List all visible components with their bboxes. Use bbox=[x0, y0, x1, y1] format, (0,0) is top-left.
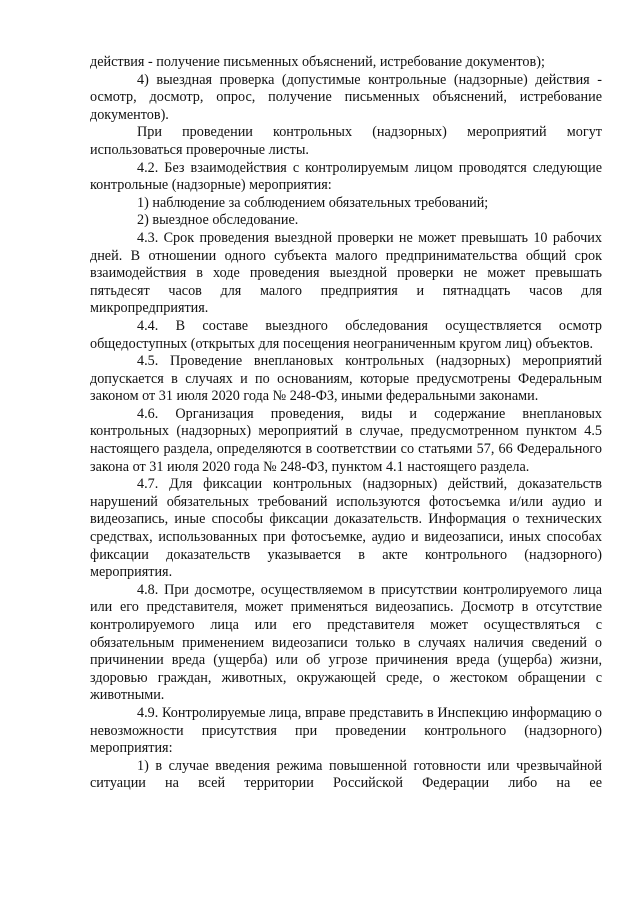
paragraph-12: 4.8. При досмотре, осуществляемом в присутствии контролируемого лица или его представителя, может применяться видеозапись. Досмотр в отсутствие контролируемого лица или его представителя может осуществляться с обязательным применением видеозаписи только в случаях наличия сведений о причинении вреда (ущерба) или об угрозе причинения вреда (ущерба) жизни, здоровью граждан, животных, окружающей среде, о жестоком обращении с животными. bbox=[90, 581, 602, 704]
paragraph-6: 2) выездное обследование. bbox=[137, 212, 299, 229]
paragraph-3: При проведении контрольных (надзорных) мероприятий могут использоваться проверочные листы. bbox=[90, 124, 602, 158]
paragraph-5: 1) наблюдение за соблюдением обязательных требований; bbox=[137, 194, 489, 211]
paragraph-8: 4.4. В составе выездного обследования осуществляется осмотр общедоступных (открытых для посещения неограниченным кругом лиц) объектов. bbox=[90, 317, 602, 352]
paragraph-1: действия - получение письменных объяснений, истребование документов); bbox=[90, 54, 545, 70]
paragraph-14: 1) в случае введения режима повышенной готовности или чрезвычайной ситуации на всей территории Российской Федерации либо на ее bbox=[90, 757, 602, 792]
paragraph-7: 4.3. Срок проведения выездной проверки не может превышать 10 рабочих дней. В отношении одного субъекта малого предпринимательства общий срок взаимодействия в ходе проведения выездной проверки не может превышать пятьдесят часов для малого предприятия и пятнадцать часов для микропредприятия. bbox=[90, 229, 602, 317]
paragraph-2: 4) выездная проверка (допустимые контрольные (надзорные) действия - осмотр, досмотр, опрос, получение письменных объяснений, истребование документов). bbox=[90, 71, 602, 123]
paragraph-13: 4.9. Контролируемые лица, вправе представить в Инспекцию информацию о невозможности присутствия при проведении контрольного (надзорного) мероприятия: bbox=[90, 704, 602, 757]
paragraph-10: 4.6. Организация проведения, виды и содержание внеплановых контрольных (надзорных) мероприятий в случае, предусмотренном пунктом 4.5 настоящего раздела, определяются в соответствии со статьями 57, 66 Федерального закона от 31 июля 2020 года № 248-ФЗ, пунктом 4.1 настоящего раздела. bbox=[90, 405, 602, 475]
paragraph-11: 4.7. Для фиксации контрольных (надзорных) действий, доказательств нарушений обязательных требований используются фотосъемка и/или аудио и видеозапись, иные способы фиксации доказательств. Информация о технических средствах, использованных при фотосъемке, аудио и видеозаписи, иных способах фиксации доказательств указывается в акте контрольного (надзорного) мероприятия. bbox=[90, 476, 602, 581]
paragraph-4: 4.2. Без взаимодействия с контролируемым лицом проводятся следующие контрольные (надзорные) мероприятия: bbox=[90, 159, 602, 194]
paragraph-9: 4.5. Проведение внеплановых контрольных (надзорных) мероприятий допускается в случаях и по основаниям, которые предусмотрены Федеральным законом от 31 июля 2020 года № 248-ФЗ, иными федеральными законами. bbox=[90, 353, 602, 405]
